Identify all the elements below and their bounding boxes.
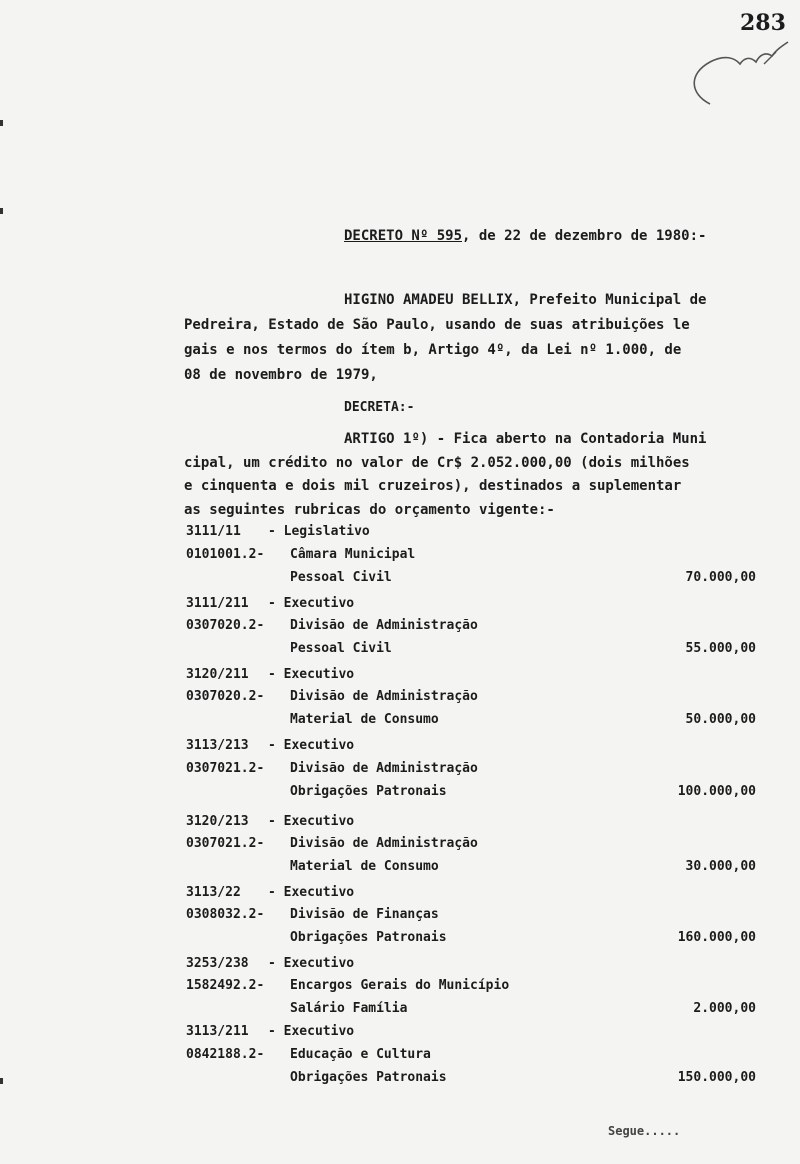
entry-description bbox=[290, 689, 478, 704]
entry-description bbox=[290, 641, 392, 656]
entry-code: 1582492.2- bbox=[186, 978, 265, 993]
entry-description-text: Divisão de Administração bbox=[290, 689, 478, 704]
handwritten-signature bbox=[680, 34, 790, 114]
entry-row bbox=[0, 667, 800, 689]
entry-code: 3111/11 bbox=[186, 524, 241, 539]
entry-description-text: Legislativo bbox=[283, 524, 370, 539]
entry-description bbox=[290, 784, 447, 799]
entry-row bbox=[0, 1001, 800, 1023]
entry-code: 3113/213 bbox=[186, 738, 249, 753]
entry-description-text: Educação e Cultura bbox=[290, 1047, 431, 1062]
entry-row bbox=[0, 1070, 800, 1092]
entry-description bbox=[290, 836, 478, 851]
article-line: ARTIGO 1º) - Fica aberto na Contadoria Muni bbox=[344, 431, 707, 447]
decree-title bbox=[344, 228, 706, 244]
entry-description-text: Executivo bbox=[283, 667, 355, 682]
entry-row bbox=[0, 689, 800, 711]
entry-separator: - bbox=[268, 956, 284, 971]
entry-description-text: Divisão de Finanças bbox=[290, 907, 439, 922]
entry-description-text: Salário Família bbox=[290, 1001, 408, 1016]
entry-description bbox=[268, 1024, 354, 1039]
entry-row bbox=[0, 570, 800, 592]
article-paragraph bbox=[184, 428, 754, 522]
preamble-line: 08 de novembro de 1979, bbox=[184, 367, 378, 383]
entry-row bbox=[0, 738, 800, 760]
entry-row bbox=[0, 930, 800, 952]
entry-code: 3120/211 bbox=[186, 667, 249, 682]
entry-code: 0307020.2- bbox=[186, 689, 265, 704]
article-line: as seguintes rubricas do orçamento vigente:- bbox=[184, 501, 555, 518]
entry-description bbox=[290, 1070, 447, 1085]
entry-description bbox=[268, 738, 354, 753]
entry-description-text: Divisão de Administração bbox=[290, 761, 478, 776]
entry-row bbox=[0, 814, 800, 836]
entry-row bbox=[0, 524, 800, 546]
entry-description-text: Obrigações Patronais bbox=[290, 784, 447, 799]
entry-value: 55.000,00 bbox=[685, 641, 756, 656]
entry-description bbox=[290, 859, 439, 874]
entry-description-text: Divisão de Administração bbox=[290, 836, 478, 851]
entry-code: 3113/22 bbox=[186, 885, 241, 900]
entry-code: 3113/211 bbox=[186, 1024, 249, 1039]
binding-mark bbox=[0, 208, 3, 214]
entry-description-text: Executivo bbox=[283, 596, 355, 611]
entry-description bbox=[268, 524, 370, 539]
entry-separator: - bbox=[268, 524, 284, 539]
entry-row bbox=[0, 712, 800, 734]
entry-value: 100.000,00 bbox=[677, 784, 756, 799]
entry-description-text: Obrigações Patronais bbox=[290, 1070, 447, 1085]
entry-description bbox=[268, 956, 354, 971]
decreta-heading: DECRETA:- bbox=[344, 400, 415, 415]
decree-number: DECRETO Nº 595 bbox=[344, 228, 463, 244]
entry-description-text: Material de Consumo bbox=[290, 859, 439, 874]
entry-code: 0307021.2- bbox=[186, 761, 265, 776]
entry-description bbox=[290, 907, 439, 922]
entry-description-text: Encargos Gerais do Município bbox=[290, 978, 510, 993]
entry-row bbox=[0, 547, 800, 569]
entry-description-text: Material de Consumo bbox=[290, 712, 439, 727]
entry-code: 3120/213 bbox=[186, 814, 249, 829]
entry-separator: - bbox=[268, 814, 284, 829]
entry-description bbox=[290, 761, 478, 776]
entry-description bbox=[290, 570, 392, 585]
entry-code: 0307021.2- bbox=[186, 836, 265, 851]
entry-description-text: Divisão de Administração bbox=[290, 618, 478, 633]
binding-mark bbox=[0, 1078, 3, 1084]
entry-description-text: Obrigações Patronais bbox=[290, 930, 447, 945]
entry-description bbox=[268, 596, 354, 611]
entry-description bbox=[290, 930, 447, 945]
entry-description bbox=[290, 712, 439, 727]
preamble-line: gais e nos termos do ítem b, Artigo 4º, da Lei nº 1.000, de bbox=[184, 342, 682, 358]
entry-row bbox=[0, 978, 800, 1000]
entry-description bbox=[290, 1047, 431, 1062]
entry-separator: - bbox=[268, 1024, 284, 1039]
entry-separator: - bbox=[268, 885, 284, 900]
article-line: e cinquenta e dois mil cruzeiros), destinados a suplementar bbox=[184, 478, 682, 494]
entry-description-text: Pessoal Civil bbox=[290, 570, 392, 585]
entry-description-text: Executivo bbox=[283, 814, 355, 829]
entry-value: 50.000,00 bbox=[685, 712, 756, 727]
entry-description bbox=[290, 547, 415, 562]
entry-description-text: Executivo bbox=[283, 956, 355, 971]
preamble-line: Pedreira, Estado de São Paulo, usando de suas atribuições le bbox=[184, 317, 690, 333]
entry-row bbox=[0, 836, 800, 858]
entry-row bbox=[0, 907, 800, 929]
entry-row bbox=[0, 859, 800, 881]
entry-description bbox=[268, 885, 354, 900]
entry-row bbox=[0, 618, 800, 640]
entry-description bbox=[290, 618, 478, 633]
entry-separator: - bbox=[268, 596, 284, 611]
entry-code: 0307020.2- bbox=[186, 618, 265, 633]
preamble-line: HIGINO AMADEU BELLIX, Prefeito Municipal de bbox=[344, 292, 707, 308]
entry-row bbox=[0, 641, 800, 663]
entry-row bbox=[0, 1047, 800, 1069]
entry-row bbox=[0, 761, 800, 783]
entry-value: 150.000,00 bbox=[677, 1070, 756, 1085]
entry-description-text: Executivo bbox=[283, 885, 355, 900]
entry-description bbox=[290, 978, 509, 993]
page-number: 283 bbox=[740, 10, 786, 36]
entry-separator: - bbox=[268, 738, 284, 753]
entry-code: 0842188.2- bbox=[186, 1047, 265, 1062]
entry-row bbox=[0, 885, 800, 907]
entry-code: 3111/211 bbox=[186, 596, 249, 611]
entry-description-text: Pessoal Civil bbox=[290, 641, 392, 656]
entry-row bbox=[0, 1024, 800, 1046]
entry-value: 70.000,00 bbox=[685, 570, 756, 585]
entry-separator: - bbox=[268, 667, 284, 682]
entry-code: 3253/238 bbox=[186, 956, 249, 971]
entry-row bbox=[0, 956, 800, 978]
continued-note: Segue..... bbox=[608, 1124, 681, 1138]
entry-description bbox=[268, 814, 354, 829]
entry-value: 160.000,00 bbox=[677, 930, 756, 945]
entry-code: 0101001.2- bbox=[186, 547, 265, 562]
entry-description-text: Câmara Municipal bbox=[290, 547, 416, 562]
entry-code: 0308032.2- bbox=[186, 907, 265, 922]
entry-row bbox=[0, 596, 800, 618]
article-line: cipal, um crédito no valor de Cr$ 2.052.000,00 (dois milhões bbox=[184, 454, 690, 471]
entry-description bbox=[290, 1001, 407, 1016]
entry-value: 2.000,00 bbox=[693, 1001, 756, 1016]
entry-value: 30.000,00 bbox=[685, 859, 756, 874]
decree-date: , de 22 de dezembro de 1980:- bbox=[462, 228, 707, 244]
entry-description bbox=[268, 667, 354, 682]
entry-description-text: Executivo bbox=[283, 738, 355, 753]
entry-description-text: Executivo bbox=[283, 1024, 355, 1039]
preamble-paragraph bbox=[184, 288, 754, 388]
binding-mark bbox=[0, 120, 3, 126]
entry-row bbox=[0, 784, 800, 806]
